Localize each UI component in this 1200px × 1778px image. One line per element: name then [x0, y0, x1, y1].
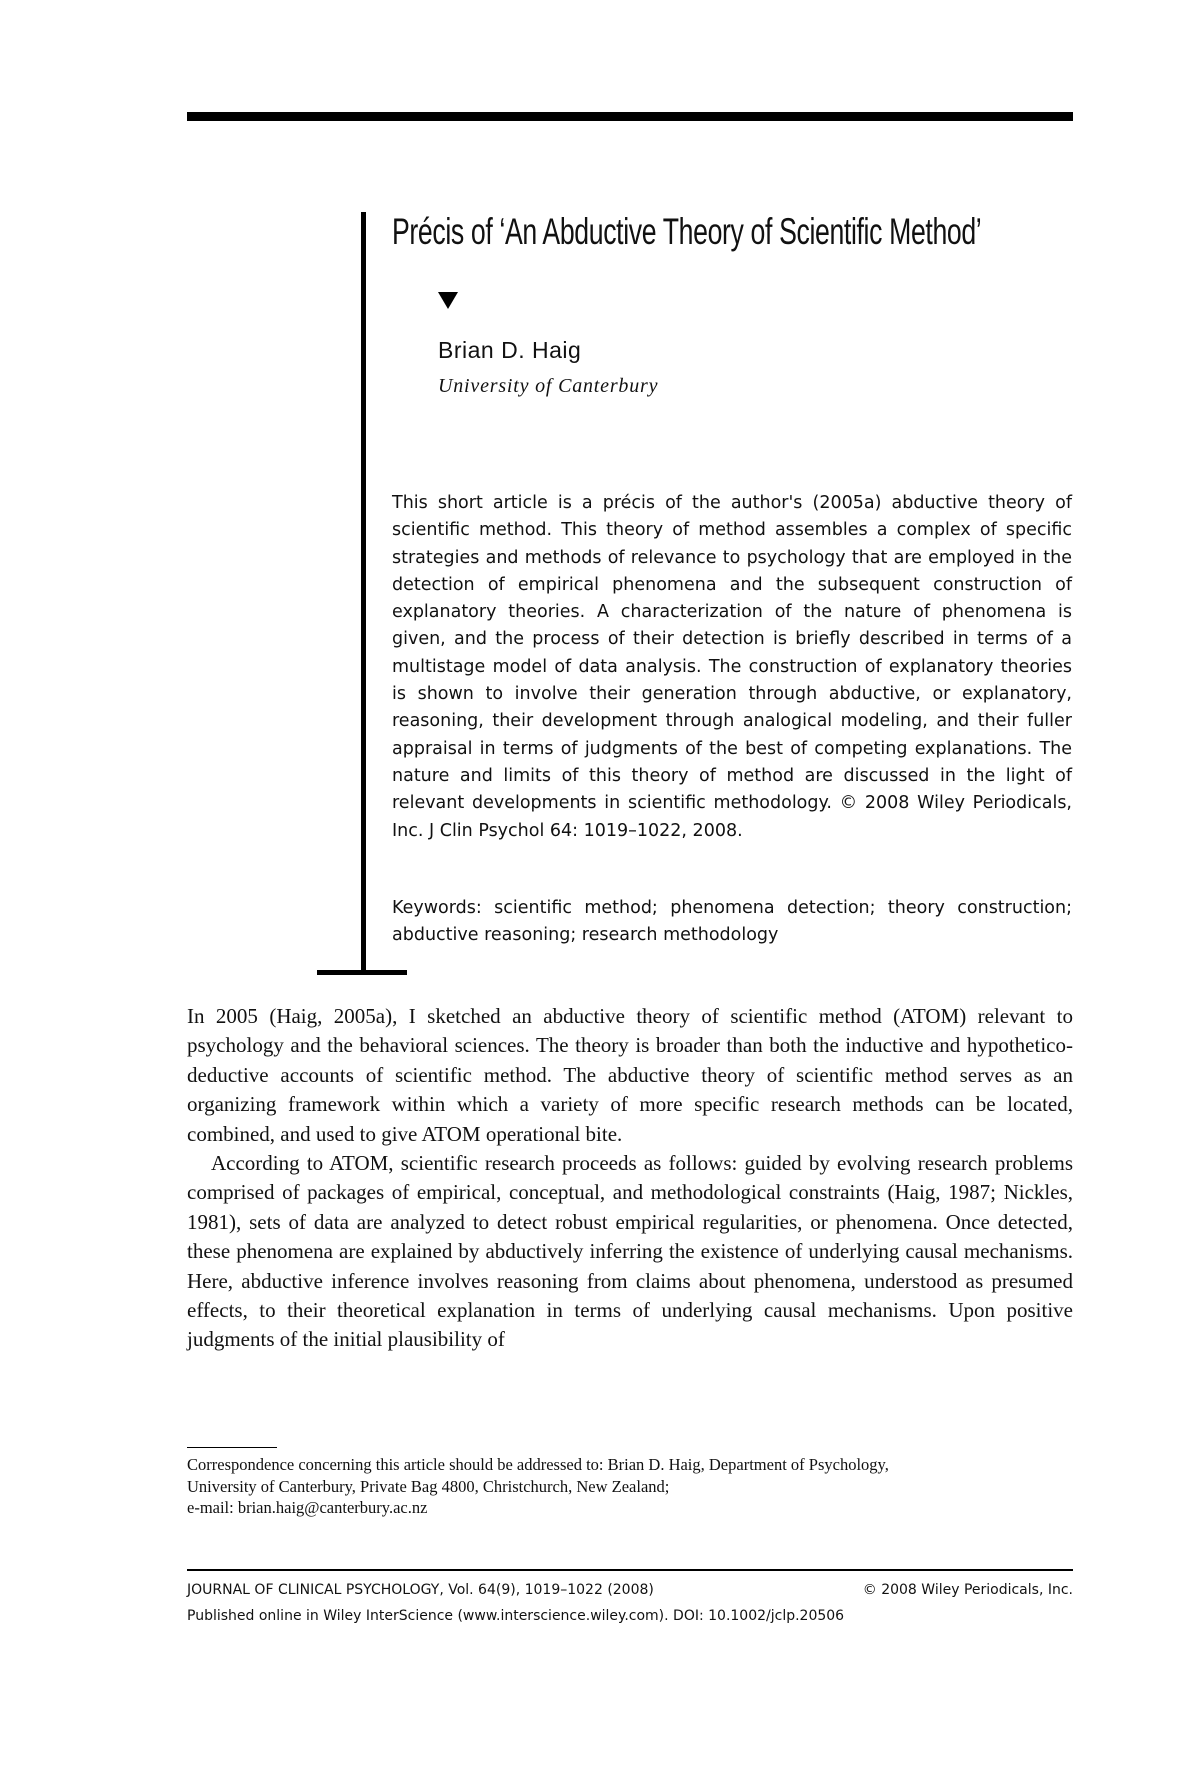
footnote-email: e-mail: brian.haig@canterbury.ac.nz	[187, 1498, 428, 1517]
footer-journal: JOURNAL OF CLINICAL PSYCHOLOGY, Vol. 64(9), 1019–1022 (2008)	[187, 1582, 654, 1598]
article-title: Précis of ‘An Abductive Theory of Scientific Method’	[392, 211, 982, 252]
body-text	[187, 1002, 1073, 1355]
footer-rule	[187, 1569, 1073, 1571]
top-rule	[187, 112, 1073, 121]
footer-published: Published online in Wiley InterScience (www.interscience.wiley.com). DOI: 10.1002/jclp.20506	[187, 1608, 845, 1624]
footnote-rule	[187, 1447, 277, 1448]
author-affiliation: University of Canterbury	[438, 375, 659, 397]
body-paragraph-2: According to ATOM, scientific research proceeds as follows: guided by evolving research problems comprised of packages of empirical, conceptual, and methodological constraints (Haig, 1987; Nickles, 1981), sets of data are analyzed to detect robust empirical regularities, or phenomena. Once detected, these phenomena are explained by abductively inferring the existence of underlying causal mechanisms. Here, abductive inference involves reasoning from claims about phenomena, understood as presumed effects, to their theoretical explanation in terms of underlying causal mechanisms. Upon positive judgments of the initial plausibility of	[187, 1151, 1073, 1352]
footer-journal-line	[187, 1582, 1073, 1598]
author-name: Brian D. Haig	[438, 337, 582, 363]
footer-copyright: © 2008 Wiley Periodicals, Inc.	[862, 1582, 1073, 1598]
footnote-line-1: Correspondence concerning this article should be addressed to: Brian D. Haig, Department of Psychology,	[187, 1455, 889, 1474]
abstract-text: This short article is a précis of the author's (2005a) abductive theory of scientific method. This theory of method assembles a complex of specific strategies and methods of relevance to psychology that are employed in the detection of empirical phenomena and the subsequent construction of explanatory theories. A characterization of the nature of phenomena is given, and the process of their detection is briefly described in terms of a multistage model of data analysis. The construction of explanatory theories is shown to involve their generation through abductive, or explanatory, reasoning, their development through analogical modeling, and their fuller appraisal in terms of judgments of the best of competing explanations. The nature and limits of this theory of method are discussed in the light of relevant developments in scientific methodology. © 2008 Wiley Periodicals, Inc. J Clin Psychol 64: 1019–1022, 2008.	[392, 493, 1072, 841]
correspondence-footnote	[187, 1454, 1073, 1519]
keywords: Keywords: scientific method; phenomena detection; theory construction; abductive reasoning; research methodology	[392, 898, 1072, 945]
abstract-bracket-vertical	[361, 212, 366, 974]
abstract-bracket-foot	[317, 970, 407, 975]
footnote-line-2: University of Canterbury, Private Bag 4800, Christchurch, New Zealand;	[187, 1476, 670, 1496]
body-paragraph-1: In 2005 (Haig, 2005a), I sketched an abductive theory of scientific method (ATOM) relevant to psychology and the behavioral sciences. The theory is broader than both the inductive and hypothetico-deductive accounts of scientific method. The abductive theory of scientific method serves as an organizing framework within which a variety of more specific research methods can be located, combined, and used to give ATOM operational bite.	[187, 1004, 1073, 1146]
footer-published-line	[187, 1608, 1073, 1624]
triangle-marker-icon	[438, 292, 458, 309]
